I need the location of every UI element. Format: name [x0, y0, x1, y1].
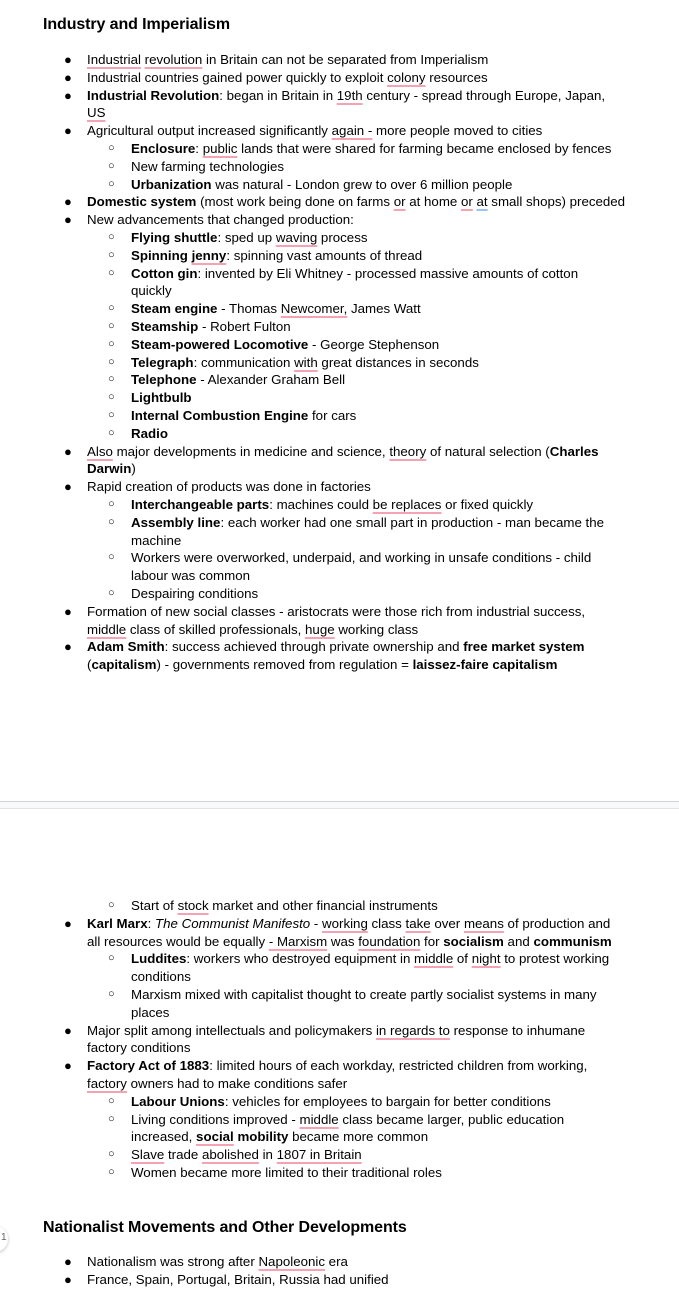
hollow-bullet-icon: ○ — [108, 1148, 115, 1161]
list-item-text: Slave trade abolished in 1807 in Britain — [131, 1147, 362, 1163]
sub-list-item — [0, 300, 627, 318]
hollow-bullet-icon: ○ — [108, 1112, 115, 1125]
list-item-text: Also major developments in medicine and science, theory of natural selection (Charles Darwin) — [87, 443, 599, 477]
hollow-bullet-icon: ○ — [108, 337, 115, 350]
hollow-bullet-icon: ○ — [108, 230, 115, 243]
list-item — [0, 603, 627, 639]
hollow-bullet-icon: ○ — [108, 952, 115, 965]
filled-bullet-icon: ● — [64, 1058, 72, 1074]
hollow-bullet-icon: ○ — [108, 319, 115, 332]
sub-list-item — [0, 514, 627, 550]
sub-list-item — [0, 1111, 627, 1147]
list-item — [0, 443, 627, 479]
hollow-bullet-icon: ○ — [108, 391, 115, 404]
list-item — [0, 478, 627, 496]
list-item-text: Internal Combustion Engine for cars — [131, 407, 357, 423]
hollow-bullet-icon: ○ — [108, 266, 115, 279]
filled-bullet-icon: ● — [64, 603, 72, 619]
list-item-text: Rapid creation of products was done in factories — [87, 479, 371, 495]
hollow-bullet-icon: ○ — [108, 248, 115, 261]
sub-list-item — [0, 158, 627, 176]
section-heading-industry-imperialism: Industry and Imperialism — [43, 16, 230, 33]
list-item — [0, 193, 627, 211]
list-item-text: Lightbulb — [131, 390, 192, 406]
hollow-bullet-icon: ○ — [108, 177, 115, 190]
list-item-text: Industrial Revolution: began in Britain in 19th century - spread through Europe, Japan, US — [87, 87, 606, 121]
hollow-bullet-icon: ○ — [108, 159, 115, 172]
document-page-2 — [0, 809, 679, 1287]
filled-bullet-icon: ● — [64, 639, 72, 655]
list-item-text: Enclosure: public lands that were shared for farming became enclosed by fences — [131, 140, 612, 156]
list-item-text: Start of stock market and other financial instruments — [131, 898, 438, 913]
list-item — [0, 1253, 627, 1271]
sub-list-item — [0, 229, 627, 247]
filled-bullet-icon: ● — [64, 479, 72, 495]
list-item-text: Industrial revolution in Britain can not be separated from Imperialism — [87, 52, 489, 67]
sub-list-item — [0, 1093, 627, 1111]
list-item-text: Despairing conditions — [131, 585, 259, 601]
filled-bullet-icon: ● — [64, 123, 72, 139]
hollow-bullet-icon: ○ — [108, 141, 115, 154]
list-item-text: Domestic system (most work being done on farms or at home or at small shops) preceded — [87, 194, 626, 210]
sub-list-item — [0, 1164, 627, 1182]
sub-list-item — [0, 407, 627, 425]
list-item-text: Agricultural output increased significantly again - more people moved to cities — [87, 123, 543, 139]
section-heading-nationalist-movements: Nationalist Movements and Other Developments — [43, 1219, 407, 1236]
list-item-text: Adam Smith: success achieved through private ownership and free market system (capitalism) - governments removed from regulation = laissez-faire capitalism — [87, 639, 585, 673]
sub-list-item — [0, 354, 627, 372]
filled-bullet-icon: ● — [64, 194, 72, 210]
sub-list-item — [0, 585, 627, 603]
list-item-text: Steam engine - Thomas Newcomer, James Watt — [131, 301, 421, 317]
list-item — [0, 211, 627, 229]
filled-bullet-icon: ● — [64, 52, 72, 67]
bullet-list — [0, 51, 627, 674]
sub-list-item — [0, 950, 627, 986]
list-item-text: Luddites: workers who destroyed equipment in middle of night to protest working conditions — [131, 951, 610, 985]
sub-list-item — [0, 1146, 627, 1164]
list-item-text: Telephone - Alexander Graham Bell — [131, 372, 346, 388]
sub-list-item — [0, 247, 627, 265]
list-item-text: Living conditions improved - middle class became larger, public education increased, social mobility became more common — [131, 1111, 565, 1145]
list-item-text: Nationalism was strong after Napoleonic era — [87, 1254, 348, 1269]
page-break — [0, 801, 679, 809]
sub-list-item — [0, 986, 627, 1022]
hollow-bullet-icon: ○ — [108, 586, 115, 599]
hollow-bullet-icon: ○ — [108, 355, 115, 368]
filled-bullet-icon: ● — [64, 1254, 72, 1269]
list-item — [0, 638, 627, 674]
hollow-bullet-icon: ○ — [108, 302, 115, 315]
sub-list-item — [0, 265, 627, 301]
hollow-bullet-icon: ○ — [108, 899, 115, 911]
list-item — [0, 51, 627, 69]
filled-bullet-icon: ● — [64, 212, 72, 228]
list-item-text: Radio — [131, 425, 168, 441]
sub-list-item — [0, 371, 627, 389]
list-item-text: Major split among intellectuals and policymakers in regards to response to inhumane factory conditions — [87, 1022, 586, 1056]
list-item-text: Spinning jenny: spinning vast amounts of thread — [131, 247, 423, 263]
hollow-bullet-icon: ○ — [108, 515, 115, 528]
hollow-bullet-icon: ○ — [108, 1094, 115, 1107]
side-handle-label: 1 — [1, 1232, 7, 1243]
list-item-text: Labour Unions: vehicles for employees to bargain for better conditions — [131, 1093, 551, 1109]
list-item-text: Steamship - Robert Fulton — [131, 318, 291, 334]
filled-bullet-icon: ● — [64, 69, 72, 85]
list-item-text: Women became more limited to their traditional roles — [131, 1164, 442, 1180]
list-item — [0, 1022, 627, 1058]
list-item-text: Karl Marx: The Communist Manifesto - working class take over means of production and all resources would be equally - Marxism was foundation for socialism and communism — [87, 915, 612, 949]
list-item — [0, 87, 627, 123]
list-item-text: New farming technologies — [131, 158, 284, 174]
hollow-bullet-icon: ○ — [108, 497, 115, 510]
list-item-text: France, Spain, Portugal, Britain, Russia had unified — [87, 1271, 389, 1287]
list-item-text: Marxism mixed with capitalist thought to create partly socialist systems in many places — [131, 986, 597, 1020]
hollow-bullet-icon: ○ — [108, 426, 115, 439]
list-item-text: Flying shuttle: sped up waving process — [131, 229, 368, 245]
filled-bullet-icon: ● — [64, 443, 72, 459]
sub-list-item — [0, 176, 627, 194]
filled-bullet-icon: ● — [64, 915, 72, 931]
bullet-list — [0, 1253, 627, 1289]
list-item-text: Factory Act of 1883: limited hours of each workday, restricted children from working, factory owners had to make conditions safer — [87, 1058, 588, 1091]
list-item-text: Cotton gin: invented by Eli Whitney - processed massive amounts of cotton quickly — [131, 265, 579, 299]
list-item-text: Industrial countries gained power quickly to exploit colony resources — [87, 69, 488, 85]
filled-bullet-icon: ● — [64, 1271, 72, 1287]
sub-list-item — [0, 318, 627, 336]
sub-list-item — [0, 897, 627, 915]
hollow-bullet-icon: ○ — [108, 551, 115, 564]
list-item-text: Telegraph: communication with great distances in seconds — [131, 354, 479, 370]
list-item — [0, 1057, 627, 1093]
list-item-text: Steam-powered Locomotive - George Stephenson — [131, 336, 440, 352]
list-item-text: Workers were overworked, underpaid, and working in unsafe conditions - child labour was common — [131, 550, 592, 584]
filled-bullet-icon: ● — [64, 87, 72, 103]
sub-list-item — [0, 496, 627, 514]
sub-list-item — [0, 140, 627, 158]
list-item-text: New advancements that changed production: — [87, 212, 354, 228]
list-item-text: Assembly line: each worker had one small part in production - man became the machine — [131, 514, 605, 548]
list-item-text: Interchangeable parts: machines could be replaces or fixed quickly — [131, 496, 534, 512]
hollow-bullet-icon: ○ — [108, 987, 115, 1000]
hollow-bullet-icon: ○ — [108, 373, 115, 386]
list-item — [0, 915, 627, 951]
sub-list-item — [0, 425, 627, 443]
list-item — [0, 122, 627, 140]
bullet-list — [0, 897, 627, 1182]
filled-bullet-icon: ● — [64, 1022, 72, 1038]
sub-list-item — [0, 336, 627, 354]
sub-list-item — [0, 549, 627, 585]
hollow-bullet-icon: ○ — [108, 1165, 115, 1178]
hollow-bullet-icon: ○ — [108, 408, 115, 421]
list-item-text: Formation of new social classes - aristocrats were those rich from industrial success, middle class of skilled professionals, huge working class — [87, 603, 586, 637]
list-item — [0, 69, 627, 87]
sub-list-item — [0, 389, 627, 407]
list-item-text: Urbanization was natural - London grew to over 6 million people — [131, 176, 513, 192]
